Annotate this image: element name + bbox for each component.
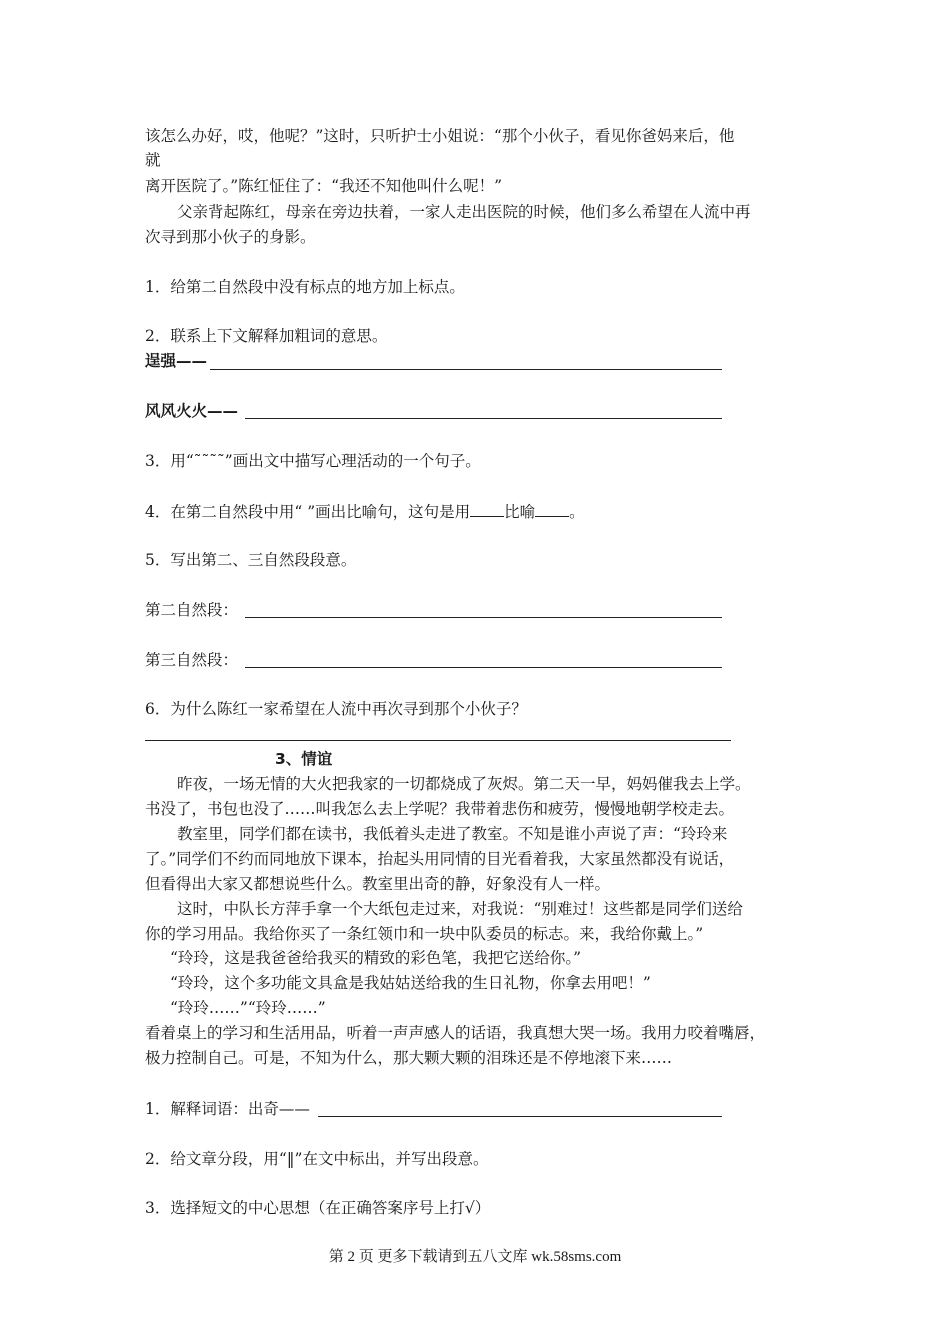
question-4 — [145, 500, 585, 523]
answer-line[interactable] — [210, 369, 722, 370]
fill-blank[interactable] — [535, 500, 569, 517]
story-line: 昨夜，一场无情的大火把我家的一切都烧成了灰烬。第二天一早，妈妈催我去上学。 — [177, 775, 751, 793]
question-3: 3．选择短文的中心思想（在正确答案序号上打√） — [145, 1199, 491, 1217]
page-footer: 第 2 页 更多下载请到五八文库 wk.58sms.com — [328, 1249, 622, 1265]
word-label-1: 逞强—— — [145, 352, 208, 370]
answer-line[interactable] — [245, 418, 722, 419]
question-4-text-b: 比喻 — [504, 503, 536, 521]
story-line: 父亲背起陈红，母亲在旁边扶着，一家人走出医院的时候，他们多么希望在人流中再 — [177, 203, 751, 221]
story-title: 3、情谊 — [275, 750, 333, 768]
story-line: “玲玲，这是我爸爸给我买的精致的彩色笔，我把它送给你。” — [170, 949, 582, 967]
word-label-2: 风风火火—— — [145, 402, 239, 420]
question-1: 1．给第二自然段中没有标点的地方加上标点。 — [145, 278, 465, 296]
answer-line[interactable] — [245, 617, 722, 618]
question-3: 3．用“˜˜˜˜”画出文中描写心理活动的一个句子。 — [145, 452, 481, 470]
story-line: 极力控制自己。可是，不知为什么，那大颗大颗的泪珠还是不停地滚下来…… — [145, 1049, 673, 1067]
story-line: 教室里，同学们都在读书，我低着头走进了教室。不知是谁小声说了声：“玲玲来 — [177, 825, 728, 843]
story-line: 这时，中队长方萍手拿一个大纸包走过来，对我说：“别难过！这些都是同学们送给 — [177, 900, 743, 918]
story-line: 次寻到那小伙子的身影。 — [145, 228, 316, 246]
story-line: 书没了，书包也没了……叫我怎么去上学呢？我带着悲伤和疲劳，慢慢地朝学校走去。 — [145, 800, 735, 818]
question-5: 5．写出第二、三自然段段意。 — [145, 551, 357, 569]
question-1: 1．解释词语：出奇—— — [145, 1100, 310, 1118]
question-2: 2．给文章分段，用“‖”在文中标出，并写出段意。 — [145, 1150, 489, 1168]
question-4-text-a: 4．在第二自然段中用“ ”画出比喻句，这句是用 — [145, 503, 471, 521]
question-4-text-c: 。 — [569, 503, 585, 521]
fill-blank[interactable] — [470, 500, 504, 517]
answer-line[interactable] — [318, 1116, 722, 1117]
para3-label: 第三自然段： — [145, 651, 239, 669]
answer-line[interactable] — [245, 667, 722, 668]
question-6: 6．为什么陈红一家希望在人流中再次寻到那个小伙子？ — [145, 700, 527, 718]
story-line: “玲玲……”“玲玲……” — [170, 999, 326, 1017]
answer-line[interactable] — [145, 740, 731, 741]
story-line: 看着桌上的学习和生活用品，听着一声声感人的话语，我真想大哭一场。我用力咬着嘴唇， — [145, 1024, 766, 1042]
story-line: 该怎么办好，哎，他呢？”这时，只听护士小姐说：“那个小伙子，看见你爸妈来后，他 — [145, 127, 735, 145]
story-line: 你的学习用品。我给你买了一条红领巾和一块中队委员的标志。来，我给你戴上。” — [145, 925, 704, 943]
story-line: 离开医院了。”陈红怔住了：“我还不知他叫什么呢！” — [145, 177, 503, 195]
story-line: 但看得出大家又都想说些什么。教室里出奇的静，好象没有人一样。 — [145, 875, 611, 893]
para2-label: 第二自然段： — [145, 601, 239, 619]
story-line: 就 — [145, 151, 161, 169]
story-line: “玲玲，这个多功能文具盒是我姑姑送给我的生日礼物，你拿去用吧！” — [170, 974, 651, 992]
story-line: 了。”同学们不约而同地放下课本，抬起头用同情的目光看着我，大家虽然都没有说话， — [145, 850, 735, 868]
question-2: 2．联系上下文解释加粗词的意思。 — [145, 327, 388, 345]
